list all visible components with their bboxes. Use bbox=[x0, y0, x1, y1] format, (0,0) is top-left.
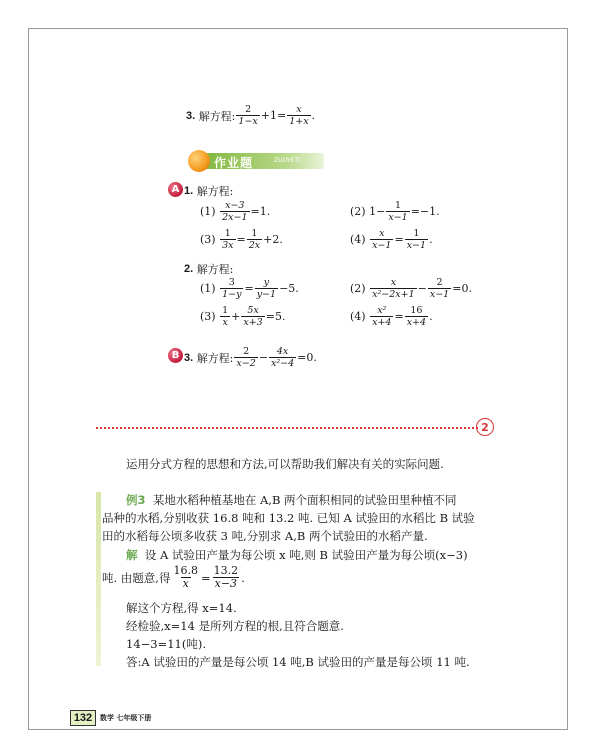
solution-line-3: 解这个方程,得 x=14. bbox=[126, 601, 237, 615]
solution-line-4: 经检验,x=14 是所列方程的根,且符合题意. bbox=[126, 619, 344, 633]
problem-label: 解方程: bbox=[198, 109, 236, 123]
example-label: 例3 bbox=[126, 493, 146, 507]
solution-label: 解 bbox=[126, 548, 138, 562]
banner-subtitle: ZUOYETI bbox=[274, 157, 300, 164]
section-divider bbox=[96, 427, 478, 429]
q3: 3. 解方程: $\frac{2}{x-2}$ − $\frac{4x}{\text{x²−4}}$ =0. bbox=[184, 346, 317, 369]
example-line-3: 田的水稻每公顷多收获 3 吨,分别求 A,B 两个试验田的水稻产量. bbox=[102, 529, 428, 543]
solution-line-1: 解 设 A 试验田产量为每公顷 x 吨,则 B 试验田产量为每公顷(x−3) bbox=[126, 548, 468, 562]
problem-number: 3. bbox=[186, 109, 196, 122]
solution-line-5: 14−3=11(吨). bbox=[126, 637, 206, 651]
level-b-icon: B bbox=[168, 348, 183, 363]
homework-banner bbox=[188, 150, 324, 172]
q1-item-3: (3) $\frac{1}{3x}$ = $\frac{1}{2x}$ +2. bbox=[200, 228, 283, 251]
solution-line-6: 答:A 试验田的产量是每公顷 14 吨,B 试验田的产量是每公顷 11 吨. bbox=[126, 655, 470, 669]
footer-text: 数学 七年级下册 bbox=[100, 714, 152, 722]
q1-header: 1. 解方程: bbox=[184, 185, 234, 198]
q1-item-1: (1) $\frac{x-3}{2x-1}$ =1. bbox=[200, 200, 271, 223]
banner-title: 作业题 bbox=[214, 156, 254, 170]
orange-ball-icon bbox=[188, 150, 210, 172]
q2-item-3: (3) $\frac{1}{x}$ + $\frac{5x}{x+3}$ =5. bbox=[200, 305, 286, 328]
q2-item-4: (4) $\frac{\text{x²}}{x+4}$ = $\frac{16}{x+4}$ . bbox=[350, 305, 433, 328]
q2-item-1: (1) $\frac{3}{1-y}$ = $\frac{y}{y-1}$ −5. bbox=[200, 277, 299, 300]
top-problem: 3. 解方程: $\frac{2}{1-x}$ +1= $\frac{x}{1+x}$ . bbox=[186, 104, 316, 127]
section-number: 2 bbox=[476, 418, 494, 436]
page-number: 132 bbox=[70, 710, 96, 726]
intro-text: 运用分式方程的思想和方法,可以帮助我们解决有关的实际问题. bbox=[126, 457, 444, 471]
level-a-icon: A bbox=[168, 182, 183, 197]
example-line-1: 例3 某地水稻种植基地在 A,B 两个面积相同的试验田里种植不同 bbox=[126, 493, 457, 507]
q1-item-4: (4) $\frac{x}{x-1}$ = $\frac{1}{x-1}$ . bbox=[350, 228, 433, 251]
solution-line-2: 吨. 由题意,得 $\frac{16.8}{x}$ = $\frac{13.2}{x-3}$ . bbox=[102, 564, 245, 590]
q2-header: 2. 解方程: bbox=[184, 263, 234, 276]
example-line-2: 品种的水稻,分别收获 16.8 吨和 13.2 吨. 已知 A 试验田的水稻比 B 试验 bbox=[102, 511, 475, 525]
example-sidebar bbox=[96, 492, 101, 666]
q1-item-2: (2) 1− $\frac{1}{x-1}$ =−1. bbox=[350, 200, 440, 223]
q2-item-2: (2) $\frac{x}{\text{x²−2x+1}}$ − $\frac{2}{x-1}$ =0. bbox=[350, 277, 472, 300]
